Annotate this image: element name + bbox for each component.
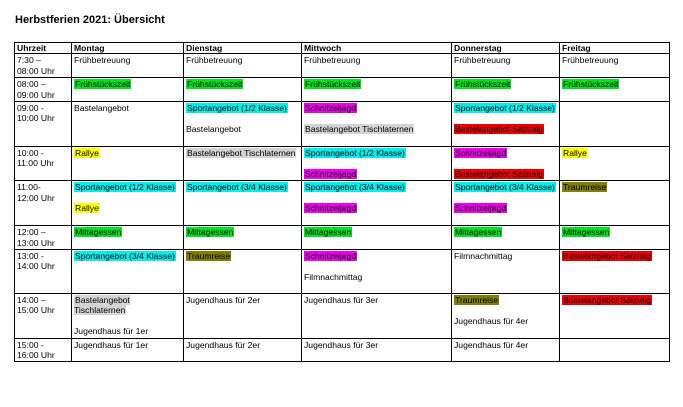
activity	[304, 203, 449, 213]
schedule-cell	[302, 226, 452, 250]
schedule-cell	[184, 147, 302, 181]
table-row	[15, 54, 670, 78]
activity-label-highlighted: Rallye	[75, 203, 99, 214]
activity-label-highlighted: Bastelangebot Salzteig	[563, 295, 651, 306]
schedule-cell	[452, 338, 560, 362]
activity	[562, 227, 667, 237]
activity	[562, 295, 667, 305]
activity	[74, 182, 181, 192]
activity	[74, 148, 181, 158]
header-row	[15, 43, 670, 54]
activity-label-highlighted: Schnitzeljagd	[305, 103, 357, 114]
activity-label: Frühbetreuung	[562, 55, 619, 66]
activity	[454, 182, 557, 192]
activity-label-highlighted: Rallye	[75, 148, 99, 159]
activity	[454, 295, 557, 305]
table-row	[15, 338, 670, 362]
schedule-cell	[560, 294, 670, 339]
header-time: Uhrzeit	[15, 43, 72, 54]
activity	[454, 79, 557, 89]
header-montag: Montag	[72, 43, 184, 54]
activity	[304, 251, 449, 261]
activity	[74, 203, 181, 213]
activity-label-highlighted: Bastelangebot Salzteig	[455, 168, 543, 179]
activity	[74, 227, 181, 237]
schedule-cell	[560, 54, 670, 78]
schedule-cell	[184, 338, 302, 362]
activity-label-highlighted: Bastelangebot Tischlaternen	[74, 295, 130, 316]
schedule-cell	[560, 102, 670, 147]
activity-label: Filmnachmittag	[454, 251, 513, 262]
activity	[74, 326, 181, 336]
schedule-cell	[452, 250, 560, 294]
activity-label-highlighted: Mittagessen	[455, 227, 502, 238]
activity	[304, 272, 449, 282]
activity	[74, 79, 181, 89]
spacer	[454, 193, 557, 203]
schedule-cell	[560, 226, 670, 250]
activity-label-highlighted: Bastelangebot Salzteig	[563, 251, 651, 262]
table-row	[15, 147, 670, 181]
activity-label: Jugendhaus für 4er	[454, 315, 529, 326]
schedule-cell	[560, 250, 670, 294]
activity-label-highlighted: Traumreise	[563, 182, 607, 193]
activity	[304, 340, 449, 350]
schedule-cell	[452, 226, 560, 250]
activity-label-highlighted: Schnitzeljagd	[455, 203, 507, 214]
activity	[454, 169, 557, 179]
spacer	[454, 305, 557, 315]
header-mittwoch: Mittwoch	[302, 43, 452, 54]
spacer	[186, 113, 299, 123]
schedule-cell	[452, 102, 560, 147]
activity-label: Frühbetreuung	[74, 55, 131, 66]
activity-label-highlighted: Frühstückszeit	[305, 79, 361, 90]
activity	[186, 227, 299, 237]
activity	[74, 103, 181, 113]
spacer	[74, 193, 181, 203]
spacer	[454, 158, 557, 168]
activity	[562, 251, 667, 261]
activity-label-highlighted: Frühstückszeit	[455, 79, 511, 90]
activity-label-highlighted: Frühstückszeit	[75, 79, 131, 90]
activity	[186, 148, 299, 158]
activity	[454, 203, 557, 213]
table-row	[15, 250, 670, 294]
schedule-cell	[72, 54, 184, 78]
activity-label-highlighted: Sportangebot (3/4 Klasse)	[75, 251, 175, 262]
activity-label-highlighted: Sportangebot (3/4 Klasse)	[305, 182, 405, 193]
activity	[186, 182, 299, 192]
activity-label-highlighted: Sportangebot (3/4 Klasse)	[455, 182, 555, 193]
spacer	[304, 261, 449, 271]
activity	[304, 55, 449, 65]
header-freitag: Freitag	[560, 43, 670, 54]
activity-label: Frühbetreuung	[186, 55, 243, 66]
schedule-cell	[184, 181, 302, 226]
time-cell: 09:00 - 10:00 Uhr	[15, 102, 72, 147]
table-row	[15, 226, 670, 250]
spacer	[304, 193, 449, 203]
activity	[304, 148, 449, 158]
activity-label-highlighted: Bastelangebot Tischlaternen	[187, 148, 296, 159]
schedule-cell	[560, 181, 670, 226]
time-cell: 11:00- 12:00 Uhr	[15, 181, 72, 226]
activity-label-highlighted: Sportangebot (3/4 Klasse)	[187, 182, 287, 193]
page-title: Herbstferien 2021: Übersicht	[15, 14, 165, 26]
schedule-cell	[302, 294, 452, 339]
table-row	[15, 78, 670, 102]
schedule-table	[14, 42, 670, 362]
schedule-cell	[184, 54, 302, 78]
activity-label-highlighted: Bastelangebot Tischlaternen	[305, 123, 414, 134]
activity	[186, 251, 299, 261]
activity	[454, 227, 557, 237]
time-cell: 13:00 - 14:00 Uhr	[15, 250, 72, 294]
activity	[454, 251, 557, 261]
activity	[562, 79, 667, 89]
activity	[304, 227, 449, 237]
activity-label: Jugendhaus für 2er	[186, 339, 261, 350]
activity-label: Jugendhaus für 3er	[304, 339, 379, 350]
activity	[186, 124, 299, 134]
activity-label-highlighted: Schnitzeljagd	[305, 168, 357, 179]
spacer	[74, 316, 181, 326]
activity-label-highlighted: Sportangebot (1/2 Klasse)	[455, 103, 555, 114]
time-cell: 12:00 – 13:00 Uhr	[15, 226, 72, 250]
schedule-cell	[452, 181, 560, 226]
spacer	[454, 113, 557, 123]
schedule-cell	[184, 294, 302, 339]
time-cell: 10:00 - 11:00 Uhr	[15, 147, 72, 181]
schedule-cell	[72, 78, 184, 102]
header-donnerstag: Donnerstag	[452, 43, 560, 54]
activity-label-highlighted: Schnitzeljagd	[455, 148, 507, 159]
schedule-cell	[560, 78, 670, 102]
schedule-cell	[302, 181, 452, 226]
schedule-cell	[302, 250, 452, 294]
activity-label-highlighted: Schnitzeljagd	[305, 251, 357, 262]
schedule-cell	[452, 147, 560, 181]
activity-label-highlighted: Rallye	[563, 148, 587, 159]
time-cell: 08:00 – 09:00 Uhr	[15, 78, 72, 102]
table-row	[15, 102, 670, 147]
activity-label: Jugendhaus für 1er	[74, 326, 149, 337]
activity	[304, 103, 449, 113]
activity-label-highlighted: Bastelangebot Salzteig	[455, 123, 543, 134]
activity	[186, 79, 299, 89]
schedule-cell	[302, 78, 452, 102]
schedule-cell	[72, 338, 184, 362]
activity	[74, 340, 181, 350]
activity	[304, 295, 449, 305]
activity-label-highlighted: Mittagessen	[75, 227, 122, 238]
activity	[74, 295, 181, 316]
activity	[304, 169, 449, 179]
table-row	[15, 294, 670, 339]
schedule-cell	[72, 294, 184, 339]
header-dienstag: Dienstag	[184, 43, 302, 54]
schedule-body	[15, 54, 670, 362]
schedule-cell	[184, 102, 302, 147]
schedule-cell	[302, 147, 452, 181]
activity-label-highlighted: Mittagessen	[305, 227, 352, 238]
activity-label-highlighted: Sportangebot (1/2 Klasse)	[305, 148, 405, 159]
time-cell: 15:00 - 16:00 Uhr	[15, 338, 72, 362]
activity-label-highlighted: Schnitzeljagd	[305, 203, 357, 214]
time-cell: 7:30 – 08:00 Uhr	[15, 54, 72, 78]
schedule-cell	[452, 54, 560, 78]
activity	[304, 182, 449, 192]
activity	[186, 103, 299, 113]
activity	[454, 148, 557, 158]
activity	[186, 340, 299, 350]
activity-label-highlighted: Mittagessen	[187, 227, 234, 238]
activity-label: Bastelangebot	[186, 123, 241, 134]
activity-label: Jugendhaus für 1er	[74, 339, 149, 350]
time-cell: 14:00 – 15:00 Uhr	[15, 294, 72, 339]
schedule-cell	[302, 54, 452, 78]
activity-label: Frühbetreuung	[304, 55, 361, 66]
activity	[304, 124, 449, 134]
activity	[186, 55, 299, 65]
spacer	[304, 113, 449, 123]
schedule-cell	[72, 181, 184, 226]
schedule-cell	[184, 78, 302, 102]
schedule-cell	[560, 147, 670, 181]
activity-label: Filmnachmittag	[304, 271, 363, 282]
activity-label: Bastelangebot	[74, 103, 129, 114]
activity	[74, 55, 181, 65]
schedule-cell	[72, 250, 184, 294]
schedule-cell	[452, 78, 560, 102]
schedule-cell	[560, 338, 670, 362]
activity-label-highlighted: Sportangebot (1/2 Klasse)	[187, 103, 287, 114]
activity	[562, 148, 667, 158]
activity-label: Jugendhaus für 2er	[186, 295, 261, 306]
activity	[454, 316, 557, 326]
table-row	[15, 181, 670, 226]
activity-label-highlighted: Sportangebot (1/2 Klasse)	[75, 182, 175, 193]
activity-label-highlighted: Mittagessen	[563, 227, 610, 238]
activity-label-highlighted: Frühstückszeit	[187, 79, 243, 90]
schedule-cell	[72, 226, 184, 250]
spacer	[304, 158, 449, 168]
activity	[454, 340, 557, 350]
activity	[562, 55, 667, 65]
schedule-cell	[72, 102, 184, 147]
activity	[454, 124, 557, 134]
activity	[186, 295, 299, 305]
schedule-cell	[72, 147, 184, 181]
activity-label: Jugendhaus für 4er	[454, 339, 529, 350]
activity	[454, 55, 557, 65]
activity	[562, 182, 667, 192]
schedule-cell	[184, 226, 302, 250]
activity-label-highlighted: Frühstückszeit	[563, 79, 619, 90]
activity-label: Jugendhaus für 3er	[304, 295, 379, 306]
activity-label-highlighted: Traumreise	[455, 295, 499, 306]
schedule-cell	[302, 338, 452, 362]
activity	[454, 103, 557, 113]
activity-label-highlighted: Traumreise	[187, 251, 231, 262]
schedule-cell	[184, 250, 302, 294]
activity	[304, 79, 449, 89]
schedule-cell	[452, 294, 560, 339]
schedule-cell	[302, 102, 452, 147]
activity-label: Frühbetreuung	[454, 55, 511, 66]
activity	[74, 251, 181, 261]
